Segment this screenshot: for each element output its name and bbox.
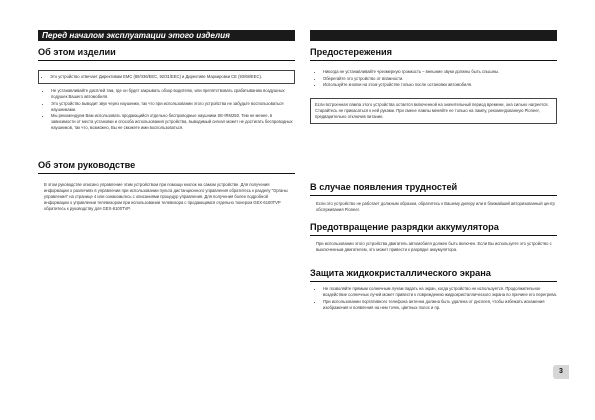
list-item: • При использовании портативного телефона антенна должна быть удалена от дисплея, чтобы избежать искажения изображения и появления на нем точек, цветных полос и пр. bbox=[323, 299, 557, 311]
left-header-bar bbox=[38, 30, 295, 41]
list-item: • Оберегайте это устройство от влажности. bbox=[323, 76, 557, 82]
list-item: • Это устройство выводит звук через наушники, так что при использовании этого устройства не забудьте воспользоваться наушниками. bbox=[51, 101, 295, 113]
about-manual-text: В этом руководстве описано управление этим устройством при помощи кнопок на самом устройстве. Для получения информации о различиях в управлении при использовании пульта дистанционного управления обратитесь к разделу "Органы управления" на странице 4 или ознакомьтесь с описаниями процедур управления. Для получения более подробной информации о управлении телевизором при использовании телевизора с продающимся отдельно тюнером GEX-6100TVP обратитесь к руководству для GEX-6100TVP. bbox=[44, 182, 288, 211]
battery-text: При использовании этого устройства двигатель автомобиля должен быть включен. Если Вы используете это устройство с выключенным двигателем, это может привести к разрядке аккумулятора. bbox=[316, 241, 552, 252]
section-lcd bbox=[310, 268, 557, 311]
list-item: • Используйте кнопки на этом устройстве только после остановки автомобиля. bbox=[323, 82, 557, 88]
notice-item: • Это устройство отвечает Директивам EMC (89/336/EEC, 92/31/EEC) и Директиве Маркировки CE (93/68/EEC). bbox=[50, 74, 290, 80]
heading-troubles: В случае появления трудностей bbox=[310, 182, 557, 196]
notice-box bbox=[38, 70, 295, 84]
section-troubles bbox=[310, 182, 557, 213]
heading-precautions: Предостережения bbox=[310, 47, 557, 61]
section-battery bbox=[310, 222, 557, 253]
lamp-warning-box: Если встроенная лампа этого устройства остается включенной на значительный период времени, она сильно нагреется. Старайтесь не прикасаться к ней руками. При смене лампы меняйте ее только на лампу, рекомендованную Pioneer, предварительно отключив питание. bbox=[310, 98, 557, 124]
list-item: • Не устанавливайте дисплей там, где он будет закрывать обзор водителю, или препятствовать срабатыванию воздушных подушек Вашего автомобиля. bbox=[51, 88, 295, 100]
heading-lcd: Защита жидкокристаллического экрана bbox=[310, 268, 557, 282]
heading-about-product: Об этом изделии bbox=[38, 47, 295, 61]
section-about-product bbox=[38, 47, 295, 132]
list-item: • Мы рекомендуем Вам использовать продающийся отдельно беспроводные наушники SE-IRM250. Тем не менее, в зависимости от места установки и способа использования устройства, выводимый сигнал может не достигать беспроводных наушников, так что, возможно, Вы не сможете ими воспользоваться. bbox=[51, 113, 295, 131]
heading-about-manual: Об этом руководстве bbox=[38, 160, 295, 174]
section-precautions bbox=[310, 47, 557, 124]
list-item: • Никогда не устанавливайте чрезмерную громкость – внешние звуки должны быть слышны. bbox=[323, 69, 557, 75]
heading-battery: Предотвращение разрядки аккумулятора bbox=[310, 222, 557, 236]
lcd-list bbox=[310, 286, 557, 311]
about-product-list bbox=[38, 88, 295, 131]
precautions-list bbox=[310, 69, 557, 88]
right-header-bar bbox=[310, 30, 557, 41]
list-item: • Не позволяйте прямым солнечным лучам падать на экран, когда устройство не используется. Продолжительное воздействие солнечных лучей может привести к повреждению жидкокристаллического экрана по причине его перегрева. bbox=[323, 286, 557, 298]
section-about-manual bbox=[38, 160, 295, 212]
troubles-text: Если это устройство не работает должным образом, обратитесь к Вашему дилеру или в ближайший авторизованный центр обслуживания Pioneer. bbox=[316, 201, 555, 212]
page-number: 3 bbox=[553, 365, 569, 379]
chapter-title: Перед началом эксплуатации этого изделия bbox=[42, 31, 230, 40]
